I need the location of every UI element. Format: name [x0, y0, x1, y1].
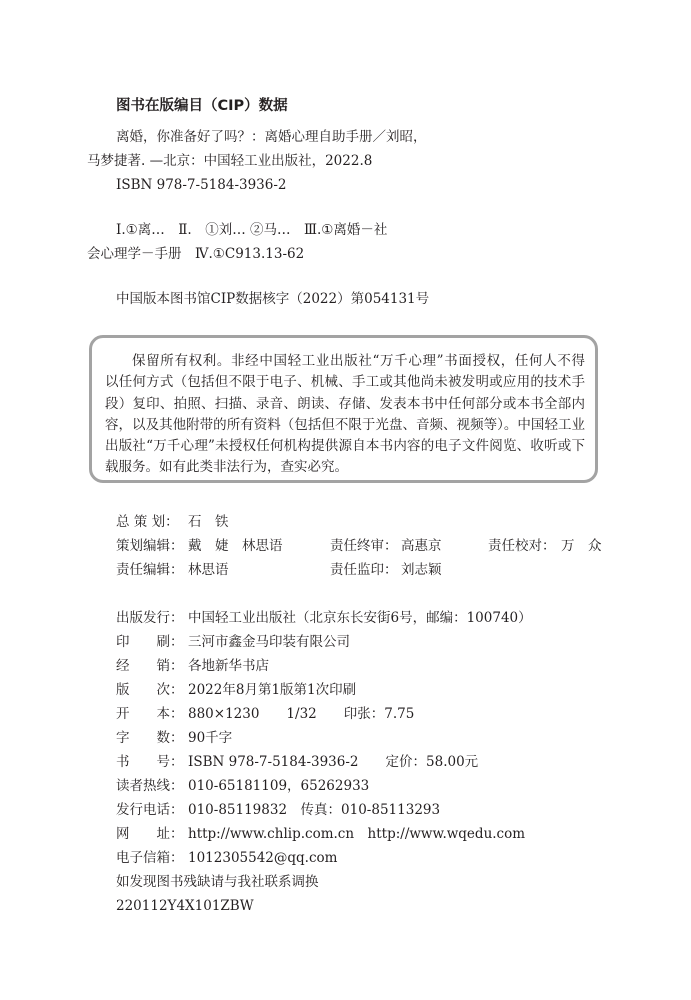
- print-code: 220112Y4X101ZBW: [116, 898, 254, 914]
- email-label: 电子信箱：: [116, 850, 184, 866]
- format-label: 开 本：: [116, 706, 184, 722]
- cip-title: 图书在版编目（CIP）数据: [116, 98, 288, 114]
- format: 880×1230 1/32 印张：7.75: [188, 706, 415, 722]
- distributor-label: 经 销：: [116, 658, 184, 674]
- chief-planner: 石 铁: [188, 514, 229, 530]
- rights-line: 以任何方式（包括但不限于电子、机械、手工或其他尚未被发明或应用的技术手: [105, 374, 585, 391]
- printing-supervisor-label: 责任监印：: [330, 562, 398, 578]
- reader-hotline: 010-65181109，65262933: [188, 778, 370, 794]
- printer-label: 印 刷：: [116, 634, 184, 650]
- sales-phone: 010-85119832 传真：010-85113293: [188, 802, 441, 818]
- distributor: 各地新华书店: [188, 658, 269, 674]
- final-review: 高惠京: [401, 538, 442, 554]
- rights-line: 容，以及其他附带的所有资料（包括但不限于光盘、音频、视频等）。中国轻工业: [105, 416, 585, 433]
- website: http://www.chlip.com.cn http://www.wqedu.com: [188, 826, 526, 842]
- rights-line: 出版社“万千心理”未授权任何机构提供源自本书内容的电子文件阅览、收听或下: [105, 438, 585, 455]
- publisher: 中国轻工业出版社（北京东长安街6号，邮编：100740）: [188, 610, 532, 626]
- reader-hotline-label: 读者热线：: [116, 778, 184, 794]
- editor: 林思语: [188, 562, 229, 578]
- edition: 2022年8月第1版第1次印刷: [188, 682, 357, 698]
- rights-line: 保留所有权利。非经中国轻工业出版社“万千心理”书面授权，任何人不得: [132, 353, 585, 369]
- cip-author-line: 马梦捷著. —北京：中国轻工业出版社，2022.8: [87, 153, 373, 169]
- proofreader-label: 责任校对：: [488, 538, 556, 554]
- email: 1012305542@qq.com: [188, 850, 338, 866]
- final-review-label: 责任终审：: [330, 538, 398, 554]
- cip-number: 中国版本图书馆CIP数据核字（2022）第054131号: [116, 291, 430, 307]
- rights-line: 段）复印、拍照、扫描、录音、朗读、存储、发表本书中任何部分或本书全部内: [105, 395, 585, 412]
- printing-supervisor: 刘志颖: [401, 562, 442, 578]
- cip-classification-1: Ⅰ.①离… Ⅱ. ①刘… ②马… Ⅲ.①离婚－社: [116, 222, 388, 238]
- defect-note: 如发现图书残缺请与我社联系调换: [116, 874, 319, 890]
- book-number: ISBN 978-7-5184-3936-2 定价：58.00元: [188, 754, 479, 770]
- planning-editor: 戴 婕 林思语: [188, 538, 283, 554]
- cip-title-line: 离婚，你准备好了吗？：离婚心理自助手册／刘昭，: [116, 129, 427, 145]
- chief-planner-label: 总 策 划：: [116, 514, 179, 530]
- book-number-label: 书 号：: [116, 754, 184, 770]
- editor-label: 责任编辑：: [116, 562, 184, 578]
- proofreader: 万 众: [561, 538, 602, 554]
- cip-isbn: ISBN 978-7-5184-3936-2: [116, 177, 287, 193]
- printer: 三河市鑫金马印装有限公司: [188, 634, 350, 650]
- website-label: 网 址：: [116, 826, 184, 842]
- word-count-label: 字 数：: [116, 730, 184, 746]
- cip-classification-2: 会心理学－手册 Ⅳ.①C913.13-62: [87, 246, 305, 262]
- sales-phone-label: 发行电话：: [116, 802, 184, 818]
- word-count: 90千字: [188, 730, 233, 746]
- rights-line: 载服务。如有此类非法行为，查实必究。: [105, 459, 348, 476]
- publisher-label: 出版发行：: [116, 610, 184, 626]
- rights-notice-text: [105, 351, 585, 479]
- planning-editor-label: 策划编辑：: [116, 538, 184, 554]
- edition-label: 版 次：: [116, 682, 184, 698]
